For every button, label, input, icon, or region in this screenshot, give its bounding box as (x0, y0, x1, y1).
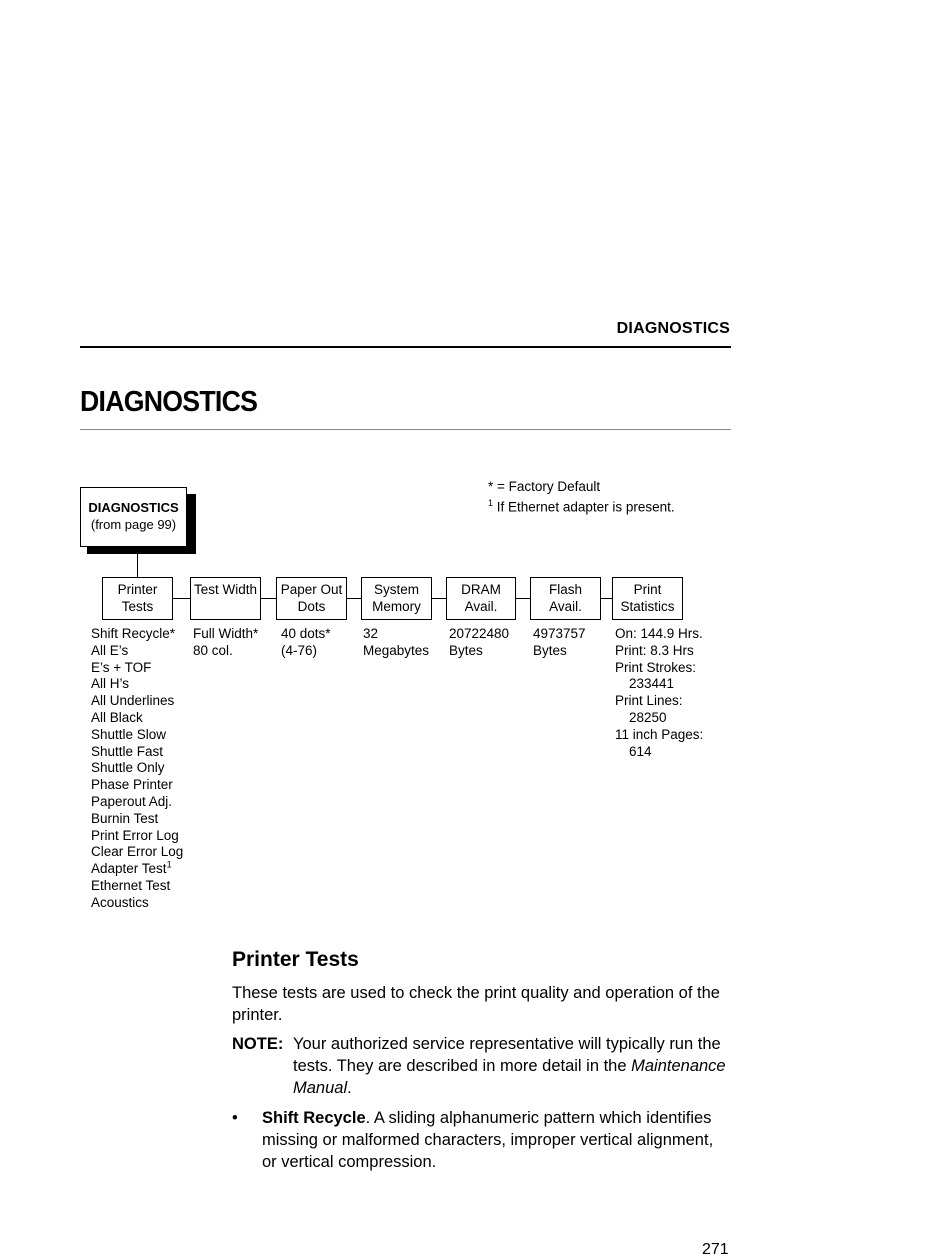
option-item: 40 dots* (281, 626, 331, 641)
dram-avail-values (449, 626, 509, 660)
root-menu-box (80, 487, 187, 547)
menu-box-flash-avail (530, 577, 601, 620)
option-item: 80 col. (193, 642, 233, 658)
note-text-end: . (347, 1079, 352, 1097)
option-item: Ethernet Test (91, 877, 171, 893)
option-item: Shuttle Only (91, 760, 165, 776)
option-item: 20722480 (449, 626, 510, 641)
connector-vertical (137, 554, 138, 578)
bullet-description: . A sliding alphanumeric pattern which identifies missing or malformed characters, improper vertical alignment, or vertical compression. (262, 1109, 714, 1171)
footnote-mark: 1 (166, 859, 172, 870)
menu-box-label: Printer (117, 582, 158, 597)
menu-box-label: Test Width (193, 582, 258, 597)
option-item: 233441 (629, 676, 675, 692)
ethernet-note (488, 495, 675, 516)
note-text (293, 1033, 732, 1099)
option-item: Megabytes (363, 642, 430, 658)
header-rule (80, 346, 731, 348)
root-menu-title: DIAGNOSTICS (88, 500, 179, 515)
menu-box-label: Dots (297, 599, 326, 614)
menu-box-label: Tests (121, 599, 154, 614)
option-item: Bytes (449, 642, 483, 658)
connector-horizontal (347, 598, 361, 599)
menu-box-printer-tests (102, 577, 173, 620)
option-item: (4-76) (281, 642, 318, 658)
menu-box-paper-out-dots (276, 577, 347, 620)
root-menu-subtitle: (from page 99) (90, 517, 177, 532)
menu-box-label: Flash (548, 582, 582, 597)
option-item: Shuttle Slow (91, 726, 167, 742)
ethernet-note-text: If Ethernet adapter is present. (496, 499, 675, 515)
menu-box-system-memory (361, 577, 432, 620)
option-item: 28250 (629, 709, 667, 725)
system-memory-values (363, 626, 429, 660)
option-item: All Underlines (91, 693, 175, 709)
section-heading: Printer Tests (232, 948, 359, 971)
menu-box-label: Avail. (549, 599, 582, 614)
menu-box-label: DRAM (461, 582, 501, 597)
paper-out-dots-options (281, 626, 331, 660)
manual-title: Maintenance Manual (293, 1057, 726, 1097)
option-item: 11 inch Pages: (615, 726, 704, 742)
bullet-icon: • (232, 1109, 238, 1127)
option-item: All H’s (91, 676, 130, 692)
option-item: E’s + TOF (91, 659, 152, 675)
menu-box-dram-avail (446, 577, 516, 620)
option-item: Print: 8.3 Hrs (615, 642, 694, 658)
option-item: 32 (363, 626, 379, 641)
connector-horizontal (432, 598, 446, 599)
connector-horizontal (261, 598, 276, 599)
bullet-text (262, 1107, 732, 1173)
option-item: Print Error Log (91, 827, 179, 843)
option-item: Full Width* (193, 626, 259, 641)
printer-tests-options (91, 626, 183, 912)
factory-default-note: * = Factory Default (488, 479, 601, 494)
legend (488, 478, 675, 516)
connector-horizontal (601, 598, 612, 599)
option-item: Paperout Adj. (91, 793, 173, 809)
menu-box-label: Paper Out (280, 582, 343, 597)
option-item: Shift Recycle* (91, 626, 176, 641)
option-item: On: 144.9 Hrs. (615, 626, 703, 641)
option-item: 614 (629, 743, 652, 759)
title-rule (80, 429, 731, 430)
option-item-adapter-test (91, 861, 183, 878)
note-block (232, 1033, 732, 1099)
bullet-item-shift-recycle (232, 1107, 732, 1173)
print-statistics-values (615, 626, 703, 760)
menu-box-label: Print (633, 582, 662, 597)
page-number: 271 (702, 1241, 729, 1258)
option-item: Print Lines: (615, 693, 683, 709)
option-item: Burnin Test (91, 810, 159, 826)
menu-box-label: Avail. (464, 599, 498, 614)
option-item: Clear Error Log (91, 844, 184, 860)
page-title: DIAGNOSTICS (80, 386, 258, 418)
option-item: Shuttle Fast (91, 743, 164, 759)
option-item: Print Strokes: (615, 659, 697, 675)
option-item: Bytes (533, 642, 567, 658)
option-item: 4973757 (533, 626, 586, 641)
menu-box-test-width (190, 577, 261, 620)
running-head: DIAGNOSTICS (616, 320, 730, 337)
flash-avail-values (533, 626, 586, 660)
connector-horizontal (173, 598, 190, 599)
connector-horizontal (516, 598, 530, 599)
menu-box-label: System (373, 582, 419, 597)
option-item: Acoustics (91, 894, 149, 910)
note-text-start: Your authorized service representative will typically run the tests. They are described in more detail in the (293, 1035, 721, 1075)
option-item: All E’s (91, 642, 129, 658)
menu-box-label: Statistics (620, 599, 675, 614)
option-item: Phase Printer (91, 777, 173, 793)
footnote-mark: 1 (488, 498, 494, 508)
bullet-term: Shift Recycle (262, 1109, 366, 1127)
note-label: NOTE: (232, 1035, 284, 1053)
menu-box-print-statistics (612, 577, 683, 620)
option-item-text: Adapter Test (91, 861, 167, 877)
intro-paragraph: These tests are used to check the print quality and operation of the printer. (232, 984, 720, 1024)
menu-box-label: Memory (372, 599, 421, 614)
option-item: All Black (91, 709, 143, 725)
test-width-options (193, 626, 258, 660)
